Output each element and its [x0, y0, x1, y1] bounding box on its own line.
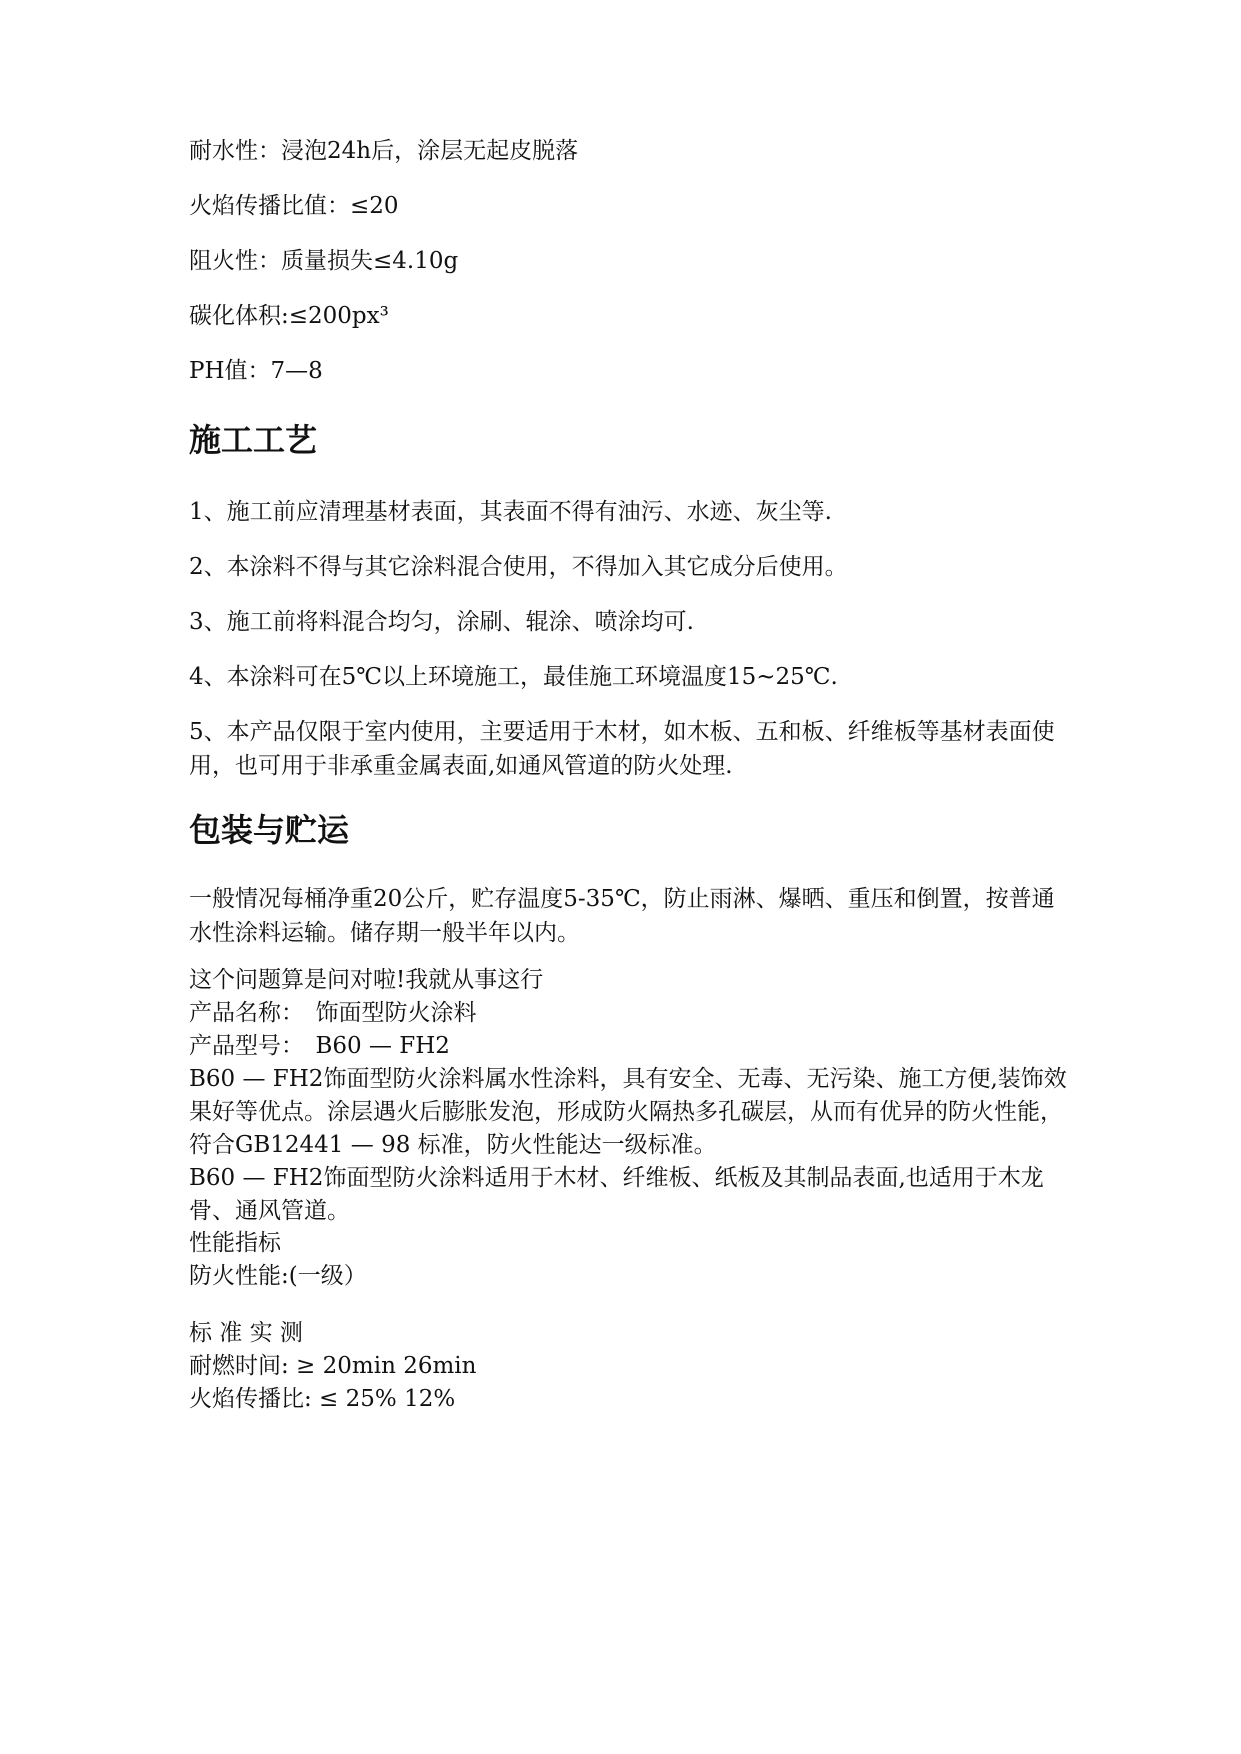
table-row: 耐燃时间: ≥ 20min 26min: [189, 1353, 477, 1379]
table-header: 标 准 实 测: [189, 1320, 303, 1346]
answer-block: [189, 964, 1069, 1228]
ph-value-line: PH值：7—8: [189, 358, 323, 384]
construction-item: 5、本产品仅限于室内使用，主要适用于木材，如木板、五和板、纤维板等基材表面使用，也可用于非承重金属表面,如通风管道的防火处理.: [189, 719, 1055, 779]
table-row: 火焰传播比: ≤ 25% 12%: [189, 1386, 456, 1412]
product-applications: B60 — FH2饰面型防火涂料适用于木材、纤维板、纸板及其制品表面,也适用于木龙骨、通风管道。: [189, 1165, 1044, 1224]
performance-title: 性能指标: [189, 1230, 281, 1256]
construction-heading: 施工工艺: [189, 421, 318, 459]
construction-item: 1、施工前应清理基材表面，其表面不得有油污、水迹、灰尘等.: [189, 499, 832, 525]
performance-block: [189, 1227, 1069, 1293]
performance-grade: 防火性能:(一级）: [189, 1263, 367, 1289]
product-model-line: 产品型号： B60 — FH2: [189, 1033, 450, 1059]
packaging-text: 一般情况每桶净重20公斤，贮存温度5-35℃，防止雨淋、爆晒、重压和倒置，按普通水性涂料运输。储存期一般半年以内。: [189, 886, 1055, 946]
fire-resistance-line: 阻火性：质量损失≤4.10g: [189, 248, 459, 274]
construction-item: 2、本涂料不得与其它涂料混合使用，不得加入其它成分后使用。: [189, 554, 848, 580]
product-description: B60 — FH2饰面型防火涂料属水性涂料，具有安全、无毒、无污染、施工方便,装饰效果好等优点。涂层遇火后膨胀发泡，形成防火隔热多孔碳层，从而有优异的防火性能，符合GB12441 — 98 标准，防火性能达一级标准。: [189, 1066, 1067, 1158]
flame-spread-line: 火焰传播比值：≤20: [189, 193, 399, 219]
performance-table: [189, 1317, 1069, 1416]
water-resistance-line: 耐水性：浸泡24h后，涂层无起皮脱落: [189, 138, 579, 164]
packaging-heading: 包装与贮运: [189, 811, 350, 849]
construction-item: 4、本涂料可在5℃以上环境施工，最佳施工环境温度15~25℃.: [189, 664, 838, 690]
char-volume-line: 碳化体积:≤200px³: [189, 303, 389, 329]
product-name-line: 产品名称： 饰面型防火涂料: [189, 1000, 477, 1026]
answer-intro-line: 这个问题算是问对啦!我就从事这行: [189, 967, 544, 993]
construction-item: 3、施工前将料混合均匀，涂刷、辊涂、喷涂均可.: [189, 609, 694, 635]
